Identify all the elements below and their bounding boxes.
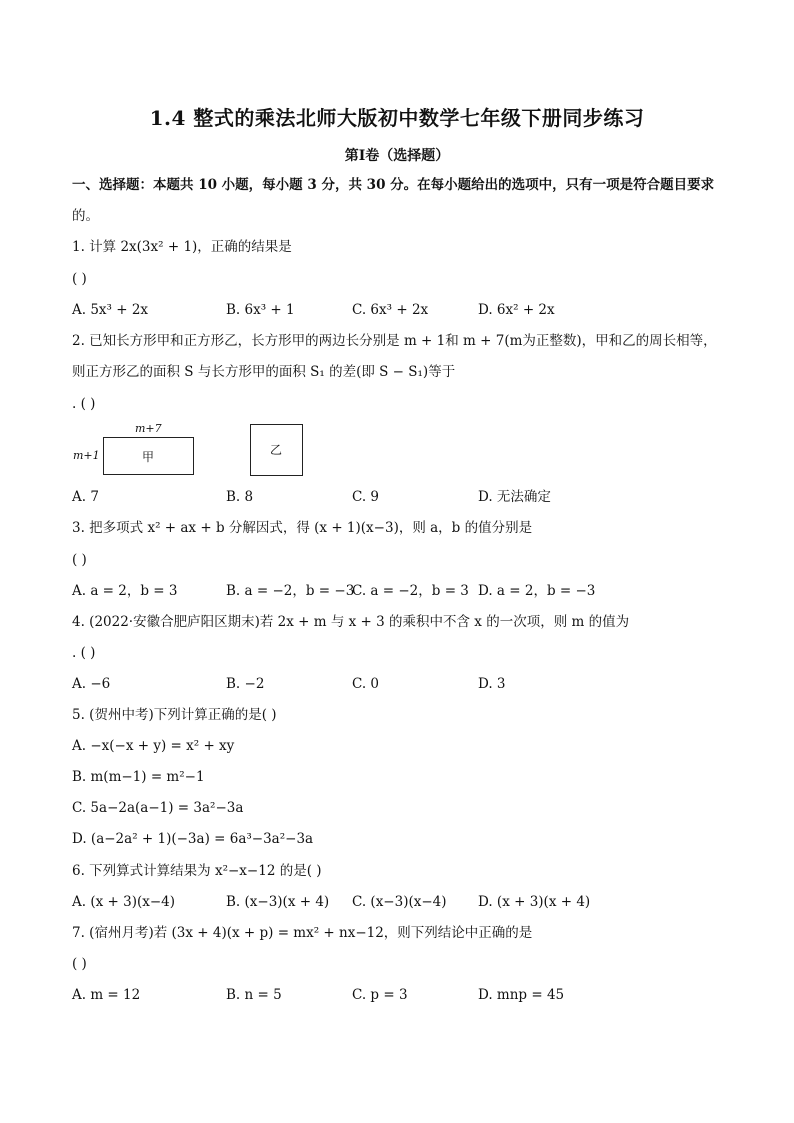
q4-answer-paren: . ( ): [72, 645, 96, 661]
q2-figure: [72, 420, 332, 480]
q4-option-c: C. 0: [352, 676, 380, 692]
q3-option-b: B. a = −2，b = −3: [226, 583, 355, 599]
rect-side-length-label: m+1: [73, 449, 100, 462]
q6-option-d: D. (x + 3)(x + 4): [478, 894, 591, 910]
q7-stem: 7. (宿州月考)若 (3x + 4)(x + p) = mx² + nx−12，则下列结论中正确的是: [72, 925, 533, 941]
q5-option-d: D. (a−2a² + 1)(−3a) = 6a³−3a²−3a: [72, 831, 314, 847]
square-yi-label: 乙: [269, 443, 282, 457]
q4-option-b: B. −2: [226, 676, 265, 692]
q2-option-b: B. 8: [226, 489, 254, 505]
q7-option-a: A. m = 12: [72, 987, 141, 1003]
q1-option-a: A. 5x³ + 2x: [72, 302, 149, 318]
q2-answer-paren: . ( ): [72, 396, 96, 412]
q6-stem: 6. 下列算式计算结果为 x²−x−12 的是( ): [72, 863, 322, 879]
q7-answer-paren: ( ): [72, 956, 87, 972]
q1-option-c: C. 6x³ + 2x: [352, 302, 429, 318]
q4-stem: 4. (2022·安徽合肥庐阳区期末)若 2x + m 与 x + 3 的乘积中不含 x 的一次项，则 m 的值为: [72, 614, 630, 630]
section-instructions-cont: 的。: [72, 208, 99, 224]
q6-option-a: A. (x + 3)(x−4): [72, 894, 176, 910]
q6-option-c: C. (x−3)(x−4): [352, 894, 447, 910]
q1-answer-paren: ( ): [72, 271, 87, 287]
q2-stem-line1: 2. 已知长方形甲和正方形乙，长方形甲的两边长分别是 m + 1和 m + 7(m为正整数)，甲和乙的周长相等，: [72, 333, 717, 349]
rect-top-length-label: m+7: [135, 422, 162, 435]
rectangle-jia: [103, 437, 194, 475]
q2-option-d: D. 无法确定: [478, 489, 551, 505]
q6-option-b: B. (x−3)(x + 4): [226, 894, 330, 910]
square-yi: [250, 424, 303, 476]
document-title: 1.4 整式的乘法北师大版初中数学七年级下册同步练习: [149, 106, 645, 130]
q1-option-b: B. 6x³ + 1: [226, 302, 295, 318]
q7-option-b: B. n = 5: [226, 987, 282, 1003]
q7-option-c: C. p = 3: [352, 987, 408, 1003]
q3-answer-paren: ( ): [72, 552, 87, 568]
q3-option-c: C. a = −2，b = 3: [352, 583, 469, 599]
q5-option-b: B. m(m−1) = m²−1: [72, 769, 205, 785]
q1-stem: 1. 计算 2x(3x² + 1)，正确的结果是: [72, 239, 292, 255]
q3-stem: 3. 把多项式 x² + ax + b 分解因式，得 (x + 1)(x−3)，则 a，b 的值分别是: [72, 520, 533, 536]
section-instructions: 一、选择题：本题共 10 小题，每小题 3 分，共 30 分。在每小题给出的选项中，只有一项是符合题目要求: [72, 177, 715, 193]
q3-option-d: D. a = 2，b = −3: [478, 583, 596, 599]
q2-option-a: A. 7: [72, 489, 99, 505]
q2-option-c: C. 9: [352, 489, 380, 505]
q5-option-c: C. 5a−2a(a−1) = 3a²−3a: [72, 800, 244, 816]
q3-option-a: A. a = 2，b = 3: [72, 583, 178, 599]
q4-option-a: A. −6: [72, 676, 111, 692]
q7-option-d: D. mnp = 45: [478, 987, 565, 1003]
q2-stem-line2: 则正方形乙的面积 S 与长方形甲的面积 S₁ 的差(即 S − S₁)等于: [72, 364, 456, 380]
q5-option-a: A. −x(−x + y) = x² + xy: [72, 738, 235, 754]
q4-option-d: D. 3: [478, 676, 506, 692]
q1-option-d: D. 6x² + 2x: [478, 302, 555, 318]
rectangle-jia-label: 甲: [141, 450, 154, 464]
q5-stem: 5. (贺州中考)下列计算正确的是( ): [72, 707, 277, 723]
section-subtitle: 第Ⅰ卷（选择题）: [344, 148, 450, 164]
